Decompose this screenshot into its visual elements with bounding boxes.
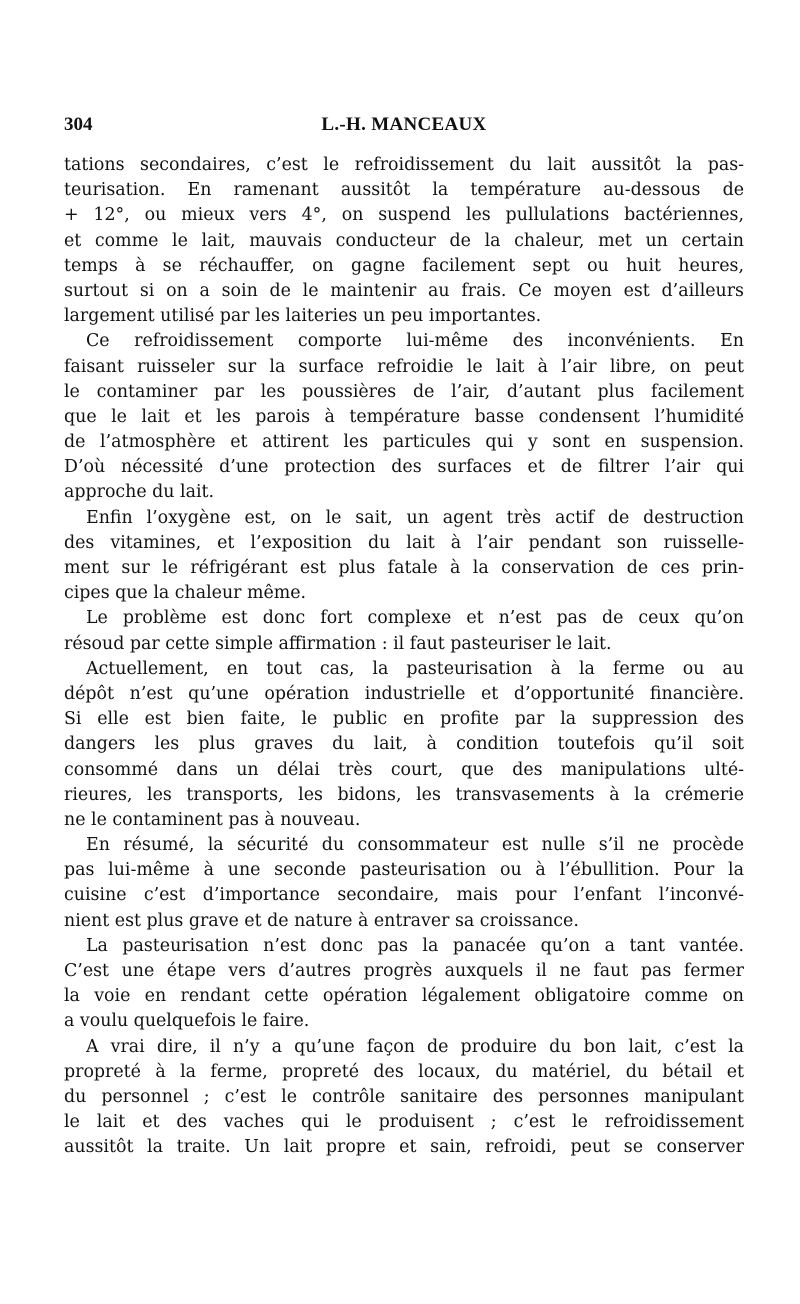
text-line: cipes que la chaleur même. [64, 583, 307, 604]
text-line: D’où nécessité d’une protection des surfaces et de filtrer l’air qui [64, 457, 744, 478]
text-line: temps à se réchauffer, on gagne facilement sept ou huit heures, [64, 255, 744, 276]
text-line: le lait et des vaches qui le produisent ; c’est le refroidissement [64, 1112, 744, 1133]
paragraph [64, 606, 744, 656]
running-head [64, 114, 744, 142]
text-line: Enfin l’oxygène est, on le sait, un agent très actif de destruction [86, 507, 744, 528]
text-line: surtout si on a soin de le maintenir au frais. Ce moyen est d’ailleurs [64, 280, 744, 301]
page-number: 304 [64, 114, 93, 135]
text-line: propreté à la ferme, propreté des locaux, du matériel, du bétail et [64, 1061, 744, 1082]
text-line: + 12°, ou mieux vers 4°, on suspend les pullulations bactériennes, [64, 205, 744, 226]
text-line: Le problème est donc fort complexe et n’est pas de ceux qu’on [86, 608, 744, 629]
paragraph [64, 153, 744, 329]
text-line: nient est plus grave et de nature à entraver sa croissance. [64, 910, 579, 931]
text-line: La pasteurisation n’est donc pas la panacée qu’on a tant vantée. [86, 935, 744, 956]
text-line: pas lui-même à une seconde pasteurisation ou à l’ébullition. Pour la [64, 860, 744, 881]
text-line: C’est une étape vers d’autres progrès auxquels il ne faut pas fermer [64, 961, 744, 981]
text-line: approche du lait. [64, 482, 215, 503]
text-line: faisant ruisseler sur la surface refroidie le lait à l’air libre, on peut [64, 356, 744, 377]
text-line: dépôt n’est qu’une opération industrielle et d’opportunité financière. [64, 683, 744, 704]
text-line: que le lait et les parois à température basse condensent l’humidité [64, 406, 744, 427]
text-line: rieures, les transports, les bidons, les transvasements à la crémerie [64, 784, 744, 805]
text-line: des vitamines, et l’exposition du lait à l’air pendant son ruisselle- [64, 532, 744, 553]
text-line: Actuellement, en tout cas, la pasteurisation à la ferme ou au [86, 658, 744, 679]
paragraph [64, 506, 744, 607]
text-line: teurisation. En ramenant aussitôt la température au-dessous de [64, 180, 744, 201]
text-line: ment sur le réfrigérant est plus fatale à la conservation de ces prin- [64, 558, 744, 578]
text-line: aussitôt la traite. Un lait propre et sain, refroidi, peut se conserver [64, 1137, 744, 1158]
text-line: ne le contaminent pas à nouveau. [64, 809, 361, 830]
text-line: la voie en rendant cette opération légalement obligatoire comme on [64, 986, 744, 1007]
text-line: A vrai dire, il n’y a qu’une façon de produire du bon lait, c’est la [86, 1036, 744, 1057]
paragraph [64, 1035, 744, 1161]
text-line: a voulu quelquefois le faire. [64, 1011, 310, 1032]
text-line: et comme le lait, mauvais conducteur de la chaleur, met un certain [64, 230, 744, 251]
text-line: cuisine c’est d’importance secondaire, mais pour l’enfant l’inconvé- [64, 885, 744, 906]
text-line: de l’atmosphère et attirent les particules qui y sont en suspension. [64, 432, 744, 453]
text-line: du personnel ; c’est le contrôle sanitaire des personnes manipulant [64, 1086, 744, 1107]
paragraph [64, 329, 744, 505]
text-line: Si elle est bien faite, le public en profite par la suppression des [64, 709, 744, 730]
body-text [64, 153, 744, 1161]
text-line: En résumé, la sécurité du consommateur est nulle s’il ne procède [86, 835, 744, 856]
paragraph [64, 934, 744, 1035]
text-line: consommé dans un délai très court, que des manipulations ulté- [64, 759, 744, 780]
text-line: le contaminer par les poussières de l’air, d’autant plus facilement [64, 381, 744, 402]
paragraph [64, 833, 744, 934]
running-title: L.-H. MANCEAUX [321, 114, 487, 135]
text-line: résoud par cette simple affirmation : il faut pasteuriser le lait. [64, 633, 612, 654]
text-line: dangers les plus graves du lait, à condition toutefois qu’il soit [64, 734, 744, 755]
text-line: Ce refroidissement comporte lui-même des inconvénients. En [86, 331, 744, 352]
text-line: tations secondaires, c’est le refroidissement du lait aussitôt la pas- [64, 155, 744, 175]
text-line: largement utilisé par les laiteries un peu importantes. [64, 306, 542, 327]
paragraph [64, 657, 744, 833]
